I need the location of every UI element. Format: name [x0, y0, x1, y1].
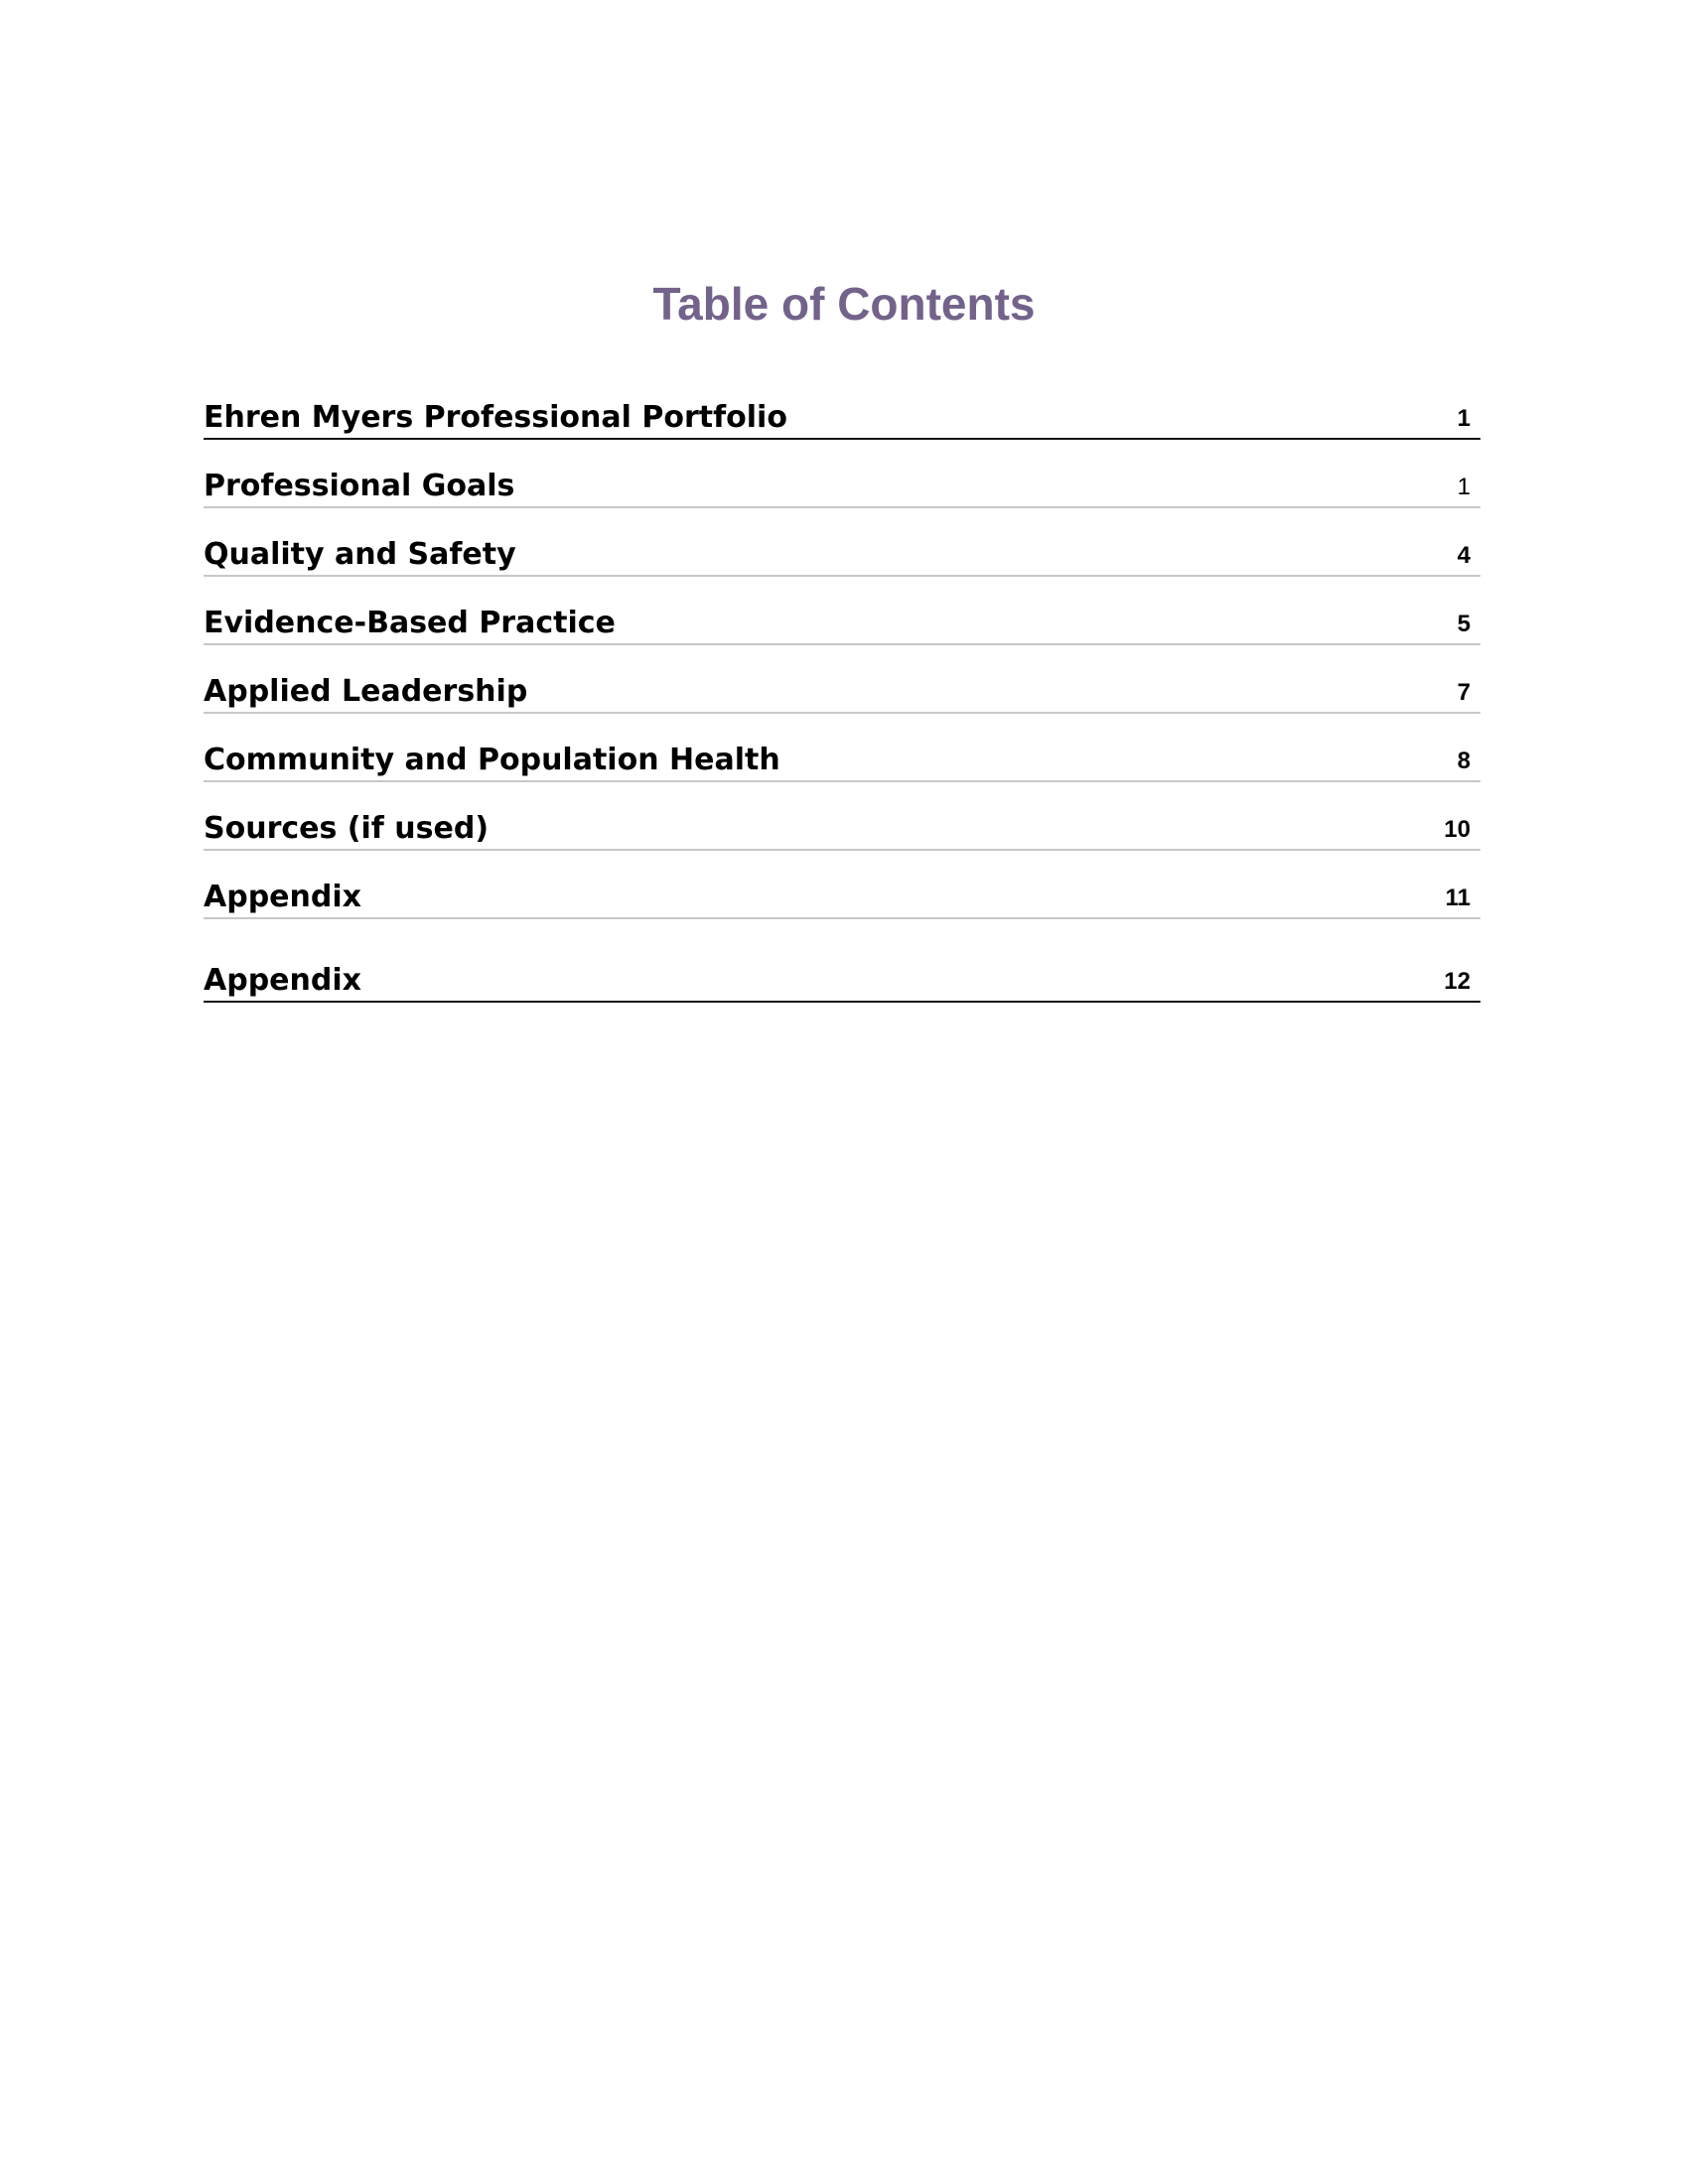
toc-entry-label: Appendix: [204, 963, 361, 998]
toc-entry-evidence-based-practice[interactable]: [204, 598, 1480, 645]
toc-entry-label: Professional Goals: [204, 469, 515, 503]
toc-entry-page: 7: [1457, 679, 1471, 706]
toc-entry-appendix-2[interactable]: [204, 955, 1480, 1003]
toc-entry-page: 1: [1457, 474, 1471, 500]
toc-entry-label: Sources (if used): [204, 811, 490, 846]
toc-entry-label: Ehren Myers Professional Portfolio: [204, 400, 787, 435]
toc-entry-page: 12: [1444, 968, 1471, 995]
toc-entry-appendix[interactable]: [204, 872, 1480, 919]
toc-entry-page: 8: [1457, 748, 1471, 774]
toc-entry-page: 11: [1445, 885, 1471, 911]
toc-entry-quality-safety[interactable]: [204, 529, 1480, 577]
toc-entry-sources[interactable]: [204, 803, 1480, 851]
toc-entry-page: 5: [1457, 611, 1471, 637]
toc-entry-portfolio[interactable]: [204, 392, 1480, 440]
toc-entry-label: Applied Leadership: [204, 674, 528, 709]
toc-entry-page: 10: [1444, 816, 1471, 843]
toc-entry-community-population-health[interactable]: [204, 735, 1480, 782]
toc-entry-professional-goals[interactable]: [204, 461, 1480, 508]
toc-entry-label: Quality and Safety: [204, 537, 516, 572]
toc-entry-label: Appendix: [204, 880, 361, 914]
page-title: Table of Contents: [652, 278, 1036, 330]
toc-entry-label: Community and Population Health: [204, 743, 780, 777]
toc-entry-label: Evidence-Based Practice: [204, 606, 616, 640]
toc-entry-applied-leadership[interactable]: [204, 666, 1480, 714]
toc-entry-page: 4: [1457, 542, 1471, 569]
toc-entry-page: 1: [1457, 405, 1471, 432]
toc-list: [204, 0, 1480, 2184]
